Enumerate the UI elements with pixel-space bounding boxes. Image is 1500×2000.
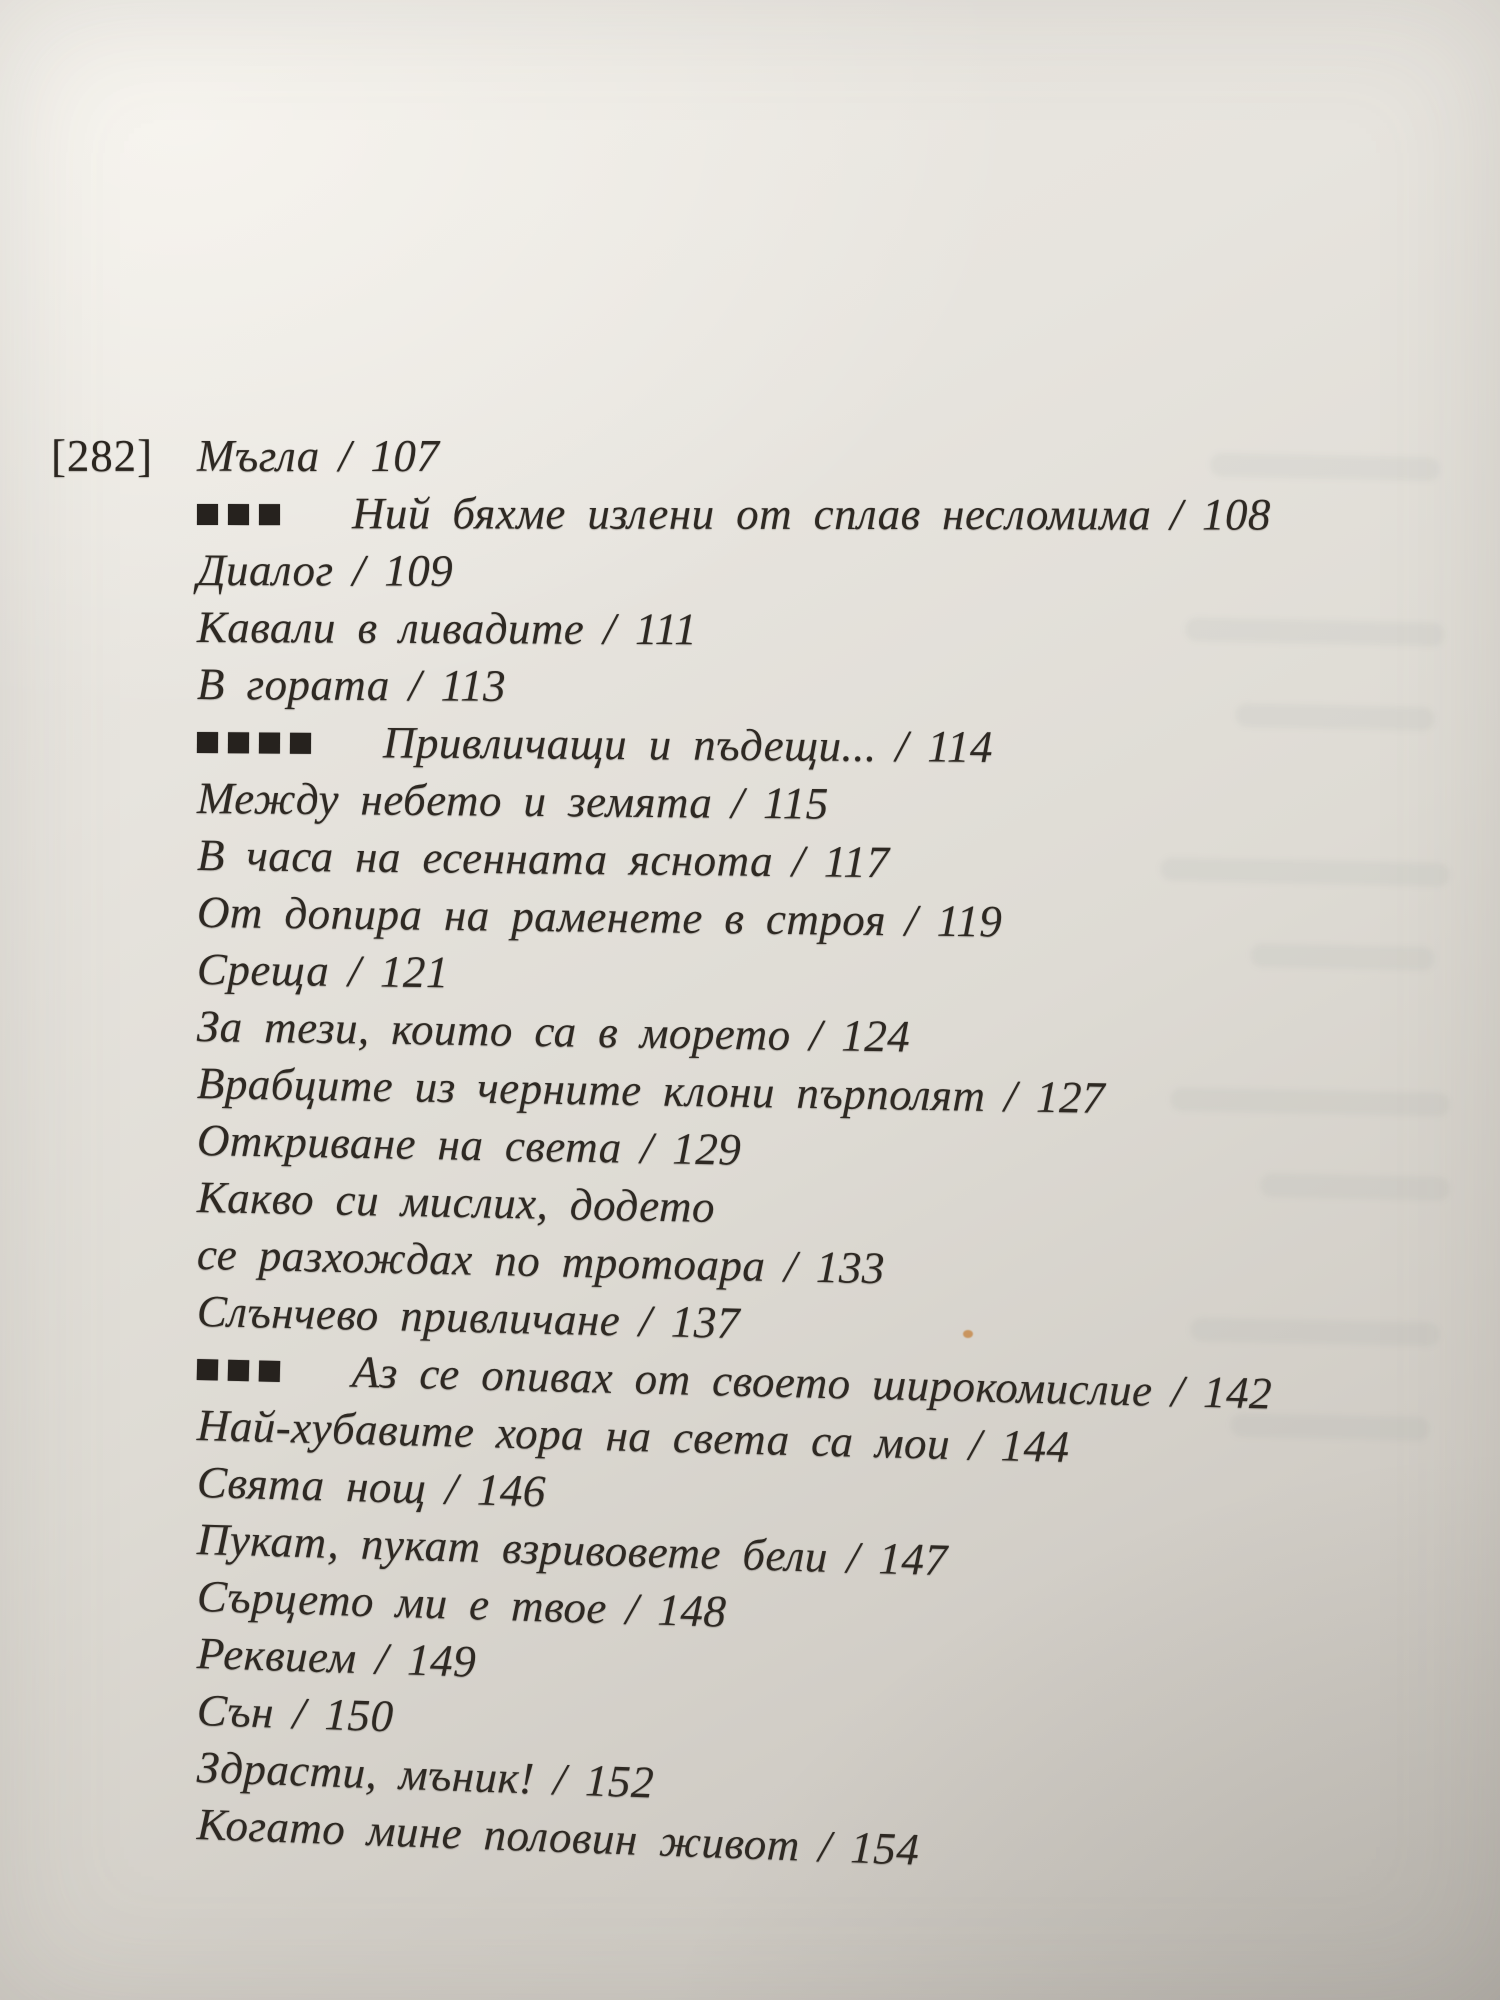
entry-page-number: 114 [927, 721, 994, 772]
entry-page-number: 121 [379, 946, 450, 998]
square-marker-icon [259, 504, 280, 525]
toc-entry [197, 542, 1273, 602]
slash-separator: / [895, 721, 909, 772]
slash-separator: / [347, 946, 362, 997]
entry-page-number: 152 [584, 1755, 655, 1808]
square-marker-icon [228, 1360, 249, 1381]
entry-page-number: 127 [1035, 1071, 1106, 1123]
entry-page-number: 150 [323, 1689, 395, 1742]
entry-title: Какво си мислих, додето [196, 1172, 716, 1232]
entry-title: Диалог [196, 545, 334, 596]
slash-separator: / [731, 777, 745, 828]
entry-title: В гората [196, 659, 390, 711]
slash-separator: / [444, 1463, 459, 1514]
entry-page-number: 154 [849, 1822, 921, 1875]
entry-title: Сън [196, 1685, 275, 1738]
slash-separator: / [552, 1754, 568, 1805]
slash-separator: / [1170, 1366, 1185, 1417]
entry-page-number: 146 [476, 1464, 547, 1517]
entry-page-number: 113 [440, 660, 507, 711]
entry-page-number: 148 [656, 1584, 728, 1637]
entry-page-number: 107 [370, 431, 440, 481]
entry-page-number: 111 [634, 603, 698, 655]
slash-separator: / [904, 895, 919, 946]
entry-title: Аз се опивах от своето широкомислие [351, 1346, 1154, 1416]
entry-page-number: 142 [1202, 1366, 1273, 1419]
slash-separator: / [638, 1295, 653, 1347]
square-marker-icon [228, 504, 249, 525]
square-marker-icon [290, 733, 311, 754]
square-marker-icon [228, 732, 249, 753]
entry-page-number: 133 [815, 1241, 886, 1294]
entry-page-number: 119 [936, 895, 1003, 947]
entry-title: В часа на есенната яснота [196, 830, 774, 886]
slash-separator: / [408, 660, 422, 711]
table-of-contents [51, 428, 1273, 1875]
slash-separator: / [625, 1583, 640, 1635]
entry-page-number: 147 [877, 1533, 949, 1586]
entry-page-number: 117 [823, 836, 890, 888]
entry-page-number: 137 [670, 1296, 741, 1349]
entry-title: Сърцето ми е твое [196, 1571, 608, 1634]
entry-title: От допира на раменете в строя [196, 887, 887, 946]
show-through-ghost-line [1250, 943, 1435, 971]
square-marker-icon [197, 1359, 218, 1380]
entry-title: Когато мине половин живот [196, 1799, 801, 1871]
square-marker-icon [259, 1361, 280, 1382]
toc-section-entry [197, 713, 1273, 778]
entry-title: Слънчево привличане [196, 1286, 621, 1346]
entry-title: Откриване на света [196, 1115, 623, 1173]
toc-entry [51, 428, 1272, 485]
section-marker-squares [197, 713, 311, 771]
slash-separator: / [338, 431, 352, 481]
toc-section-entry [197, 485, 1272, 544]
entry-page-number: 115 [762, 778, 829, 829]
slash-separator: / [791, 836, 806, 887]
entry-title: Кавали в ливадите [196, 602, 585, 654]
entry-page-number: 108 [1202, 489, 1271, 540]
slash-separator: / [374, 1633, 390, 1684]
slash-separator: / [292, 1688, 307, 1739]
slash-separator: / [968, 1419, 983, 1470]
entry-title: Между небето и земята [196, 773, 713, 828]
square-marker-icon [197, 732, 218, 753]
entry-title: Врабците из черните клони пърполят [196, 1058, 986, 1121]
entry-page-number: 144 [1000, 1420, 1071, 1473]
entry-title: Среща [196, 944, 330, 996]
toc-entry [197, 770, 1273, 837]
slash-separator: / [603, 603, 617, 654]
slash-separator: / [640, 1122, 654, 1174]
entry-page-number: 124 [840, 1010, 911, 1062]
slash-separator: / [809, 1010, 823, 1061]
show-through-ghost-line [1260, 1173, 1450, 1201]
slash-separator: / [1170, 489, 1184, 540]
entry-title: Реквием [196, 1628, 358, 1683]
toc-entry [197, 656, 1273, 719]
slash-separator: / [817, 1821, 833, 1872]
slash-separator: / [1003, 1071, 1018, 1122]
slash-separator: / [846, 1532, 861, 1583]
section-marker-squares [197, 485, 280, 542]
entry-title: За тези, които са в морето [196, 1001, 792, 1060]
entry-title: Пукат, пукат взривовете бели [196, 1514, 829, 1582]
square-marker-icon [197, 504, 218, 525]
toc-entry [197, 599, 1273, 661]
square-marker-icon [259, 733, 280, 754]
section-marker-squares [196, 1340, 280, 1399]
entry-page-number: 129 [671, 1123, 742, 1175]
entry-title: Свята нощ [196, 1457, 428, 1514]
margin-page-label: [282] [51, 431, 153, 481]
entry-page-number: 149 [406, 1634, 477, 1687]
entry-title: Привличащи и пъдещи... [382, 717, 877, 772]
slash-separator: / [783, 1241, 798, 1292]
entry-page-number: 109 [384, 545, 454, 596]
entry-title: се разхождах по тротоара [196, 1229, 766, 1291]
entry-title: Здрасти, мъник! [196, 1742, 536, 1804]
entry-title: Най-хубавите хора на света са мои [196, 1400, 951, 1469]
entry-title: Мъгла [197, 431, 320, 481]
slash-separator: / [352, 545, 366, 596]
entry-title: Ний бяхме излени от сплав несломима [351, 488, 1152, 540]
